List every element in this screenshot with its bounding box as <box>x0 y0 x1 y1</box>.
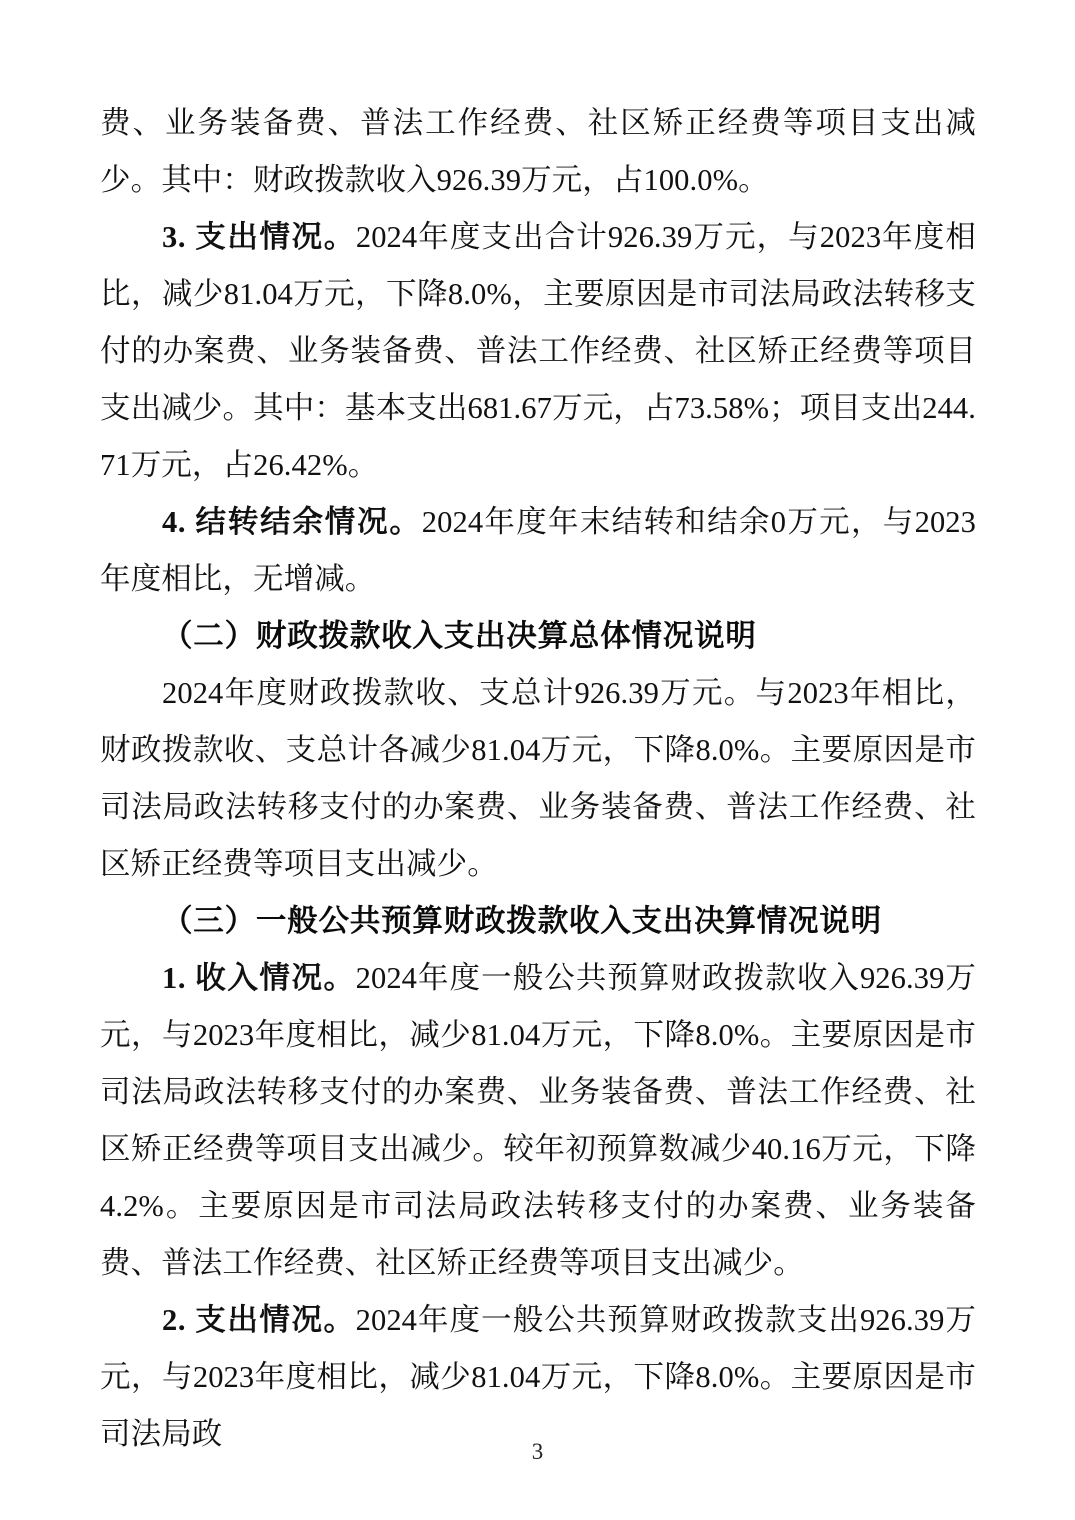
numbered-item-4 <box>100 494 976 608</box>
paragraph-continuation: 费、业务装备费、普法工作经费、社区矫正经费等项目支出减少。其中：财政拨款收入926.39万元，占100.0%。 <box>100 106 976 197</box>
section-heading-three: （三）一般公共预算财政拨款收入支出决算情况说明 <box>162 904 882 938</box>
numbered-item-2-text: 2024年度一般公共预算财政拨款支出926.39万元，与2023年度相比，减少81.04万元，下降8.0%。主要原因是市司法局政 <box>100 1303 976 1451</box>
page-number: 3 <box>531 1439 544 1464</box>
numbered-item-4-label: 4. 结转结余情况。 <box>162 505 422 539</box>
numbered-item-3-label: 3. 支出情况。 <box>162 220 356 254</box>
numbered-item-1-text: 2024年度一般公共预算财政拨款收入926.39万元，与2023年度相比，减少81.04万元，下降8.0%。主要原因是市司法局政法转移支付的办案费、业务装备费、普法工作经费、社区矫正经费等项目支出减少。较年初预算数减少40.16万元，下降4.2%。主要原因是市司法局政法转移支付的办案费、业务装备费、普法工作经费、社区矫正经费等项目支出减少。 <box>100 961 976 1280</box>
numbered-item-2-label: 2. 支出情况。 <box>162 1303 356 1337</box>
document-body <box>100 95 976 1463</box>
numbered-item-1-label: 1. 收入情况。 <box>162 961 356 995</box>
numbered-item-3 <box>100 209 976 494</box>
paragraph-total-funding: 2024年度财政拨款收、支总计926.39万元。与2023年相比，财政拨款收、支总计各减少81.04万元，下降8.0%。主要原因是市司法局政法转移支付的办案费、业务装备费、普法工作经费、社区矫正经费等项目支出减少。 <box>100 676 976 881</box>
numbered-item-4-text: 2024年度年末结转和结余0万元，与2023年度相比，无增减。 <box>100 505 977 596</box>
numbered-item-3-text: 2024年度支出合计926.39万元，与2023年度相比，减少81.04万元，下降8.0%，主要原因是市司法局政法转移支付的办案费、业务装备费、普法工作经费、社区矫正经费等项目支出减少。其中：基本支出681.67万元，占73.58%；项目支出244.71万元，占26.42%。 <box>100 220 976 482</box>
numbered-item-1 <box>100 950 976 1292</box>
section-heading-two: （二）财政拨款收入支出决算总体情况说明 <box>162 619 757 653</box>
